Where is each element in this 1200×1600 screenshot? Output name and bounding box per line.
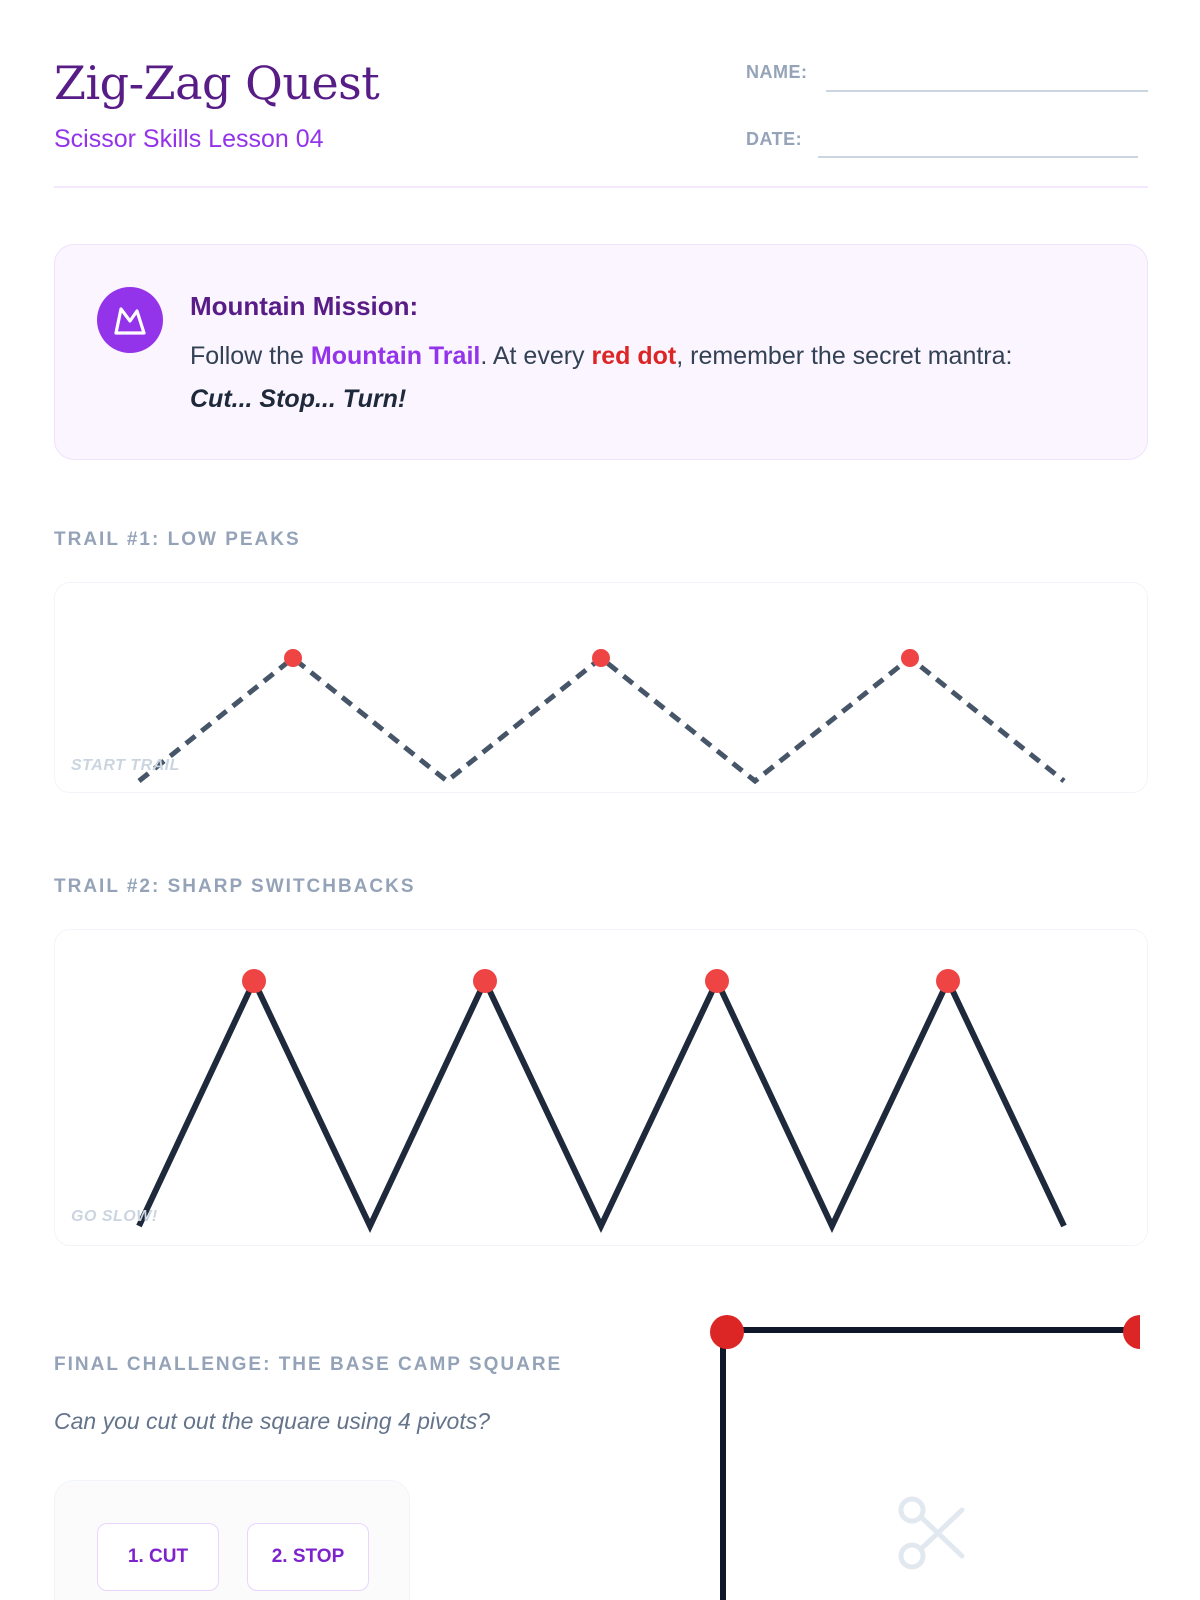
name-label: NAME: <box>746 62 808 82</box>
red-dot-highlight: red dot <box>591 342 677 370</box>
final-challenge-question: Can you cut out the square using 4 pivots? <box>54 1408 491 1434</box>
final-challenge-label: FINAL CHALLENGE: THE BASE CAMP SQUARE <box>54 1354 563 1375</box>
pivot-dot <box>242 969 266 993</box>
base-camp-square <box>700 1310 1140 1600</box>
mountain-trail-highlight: Mountain Trail <box>310 342 481 370</box>
trail-1-cut-line <box>139 658 1064 781</box>
pivot-dot <box>592 649 610 667</box>
step-stop-button[interactable]: 2. STOP <box>247 1523 369 1591</box>
date-field[interactable] <box>818 156 1138 158</box>
pivot-dot <box>1123 1315 1140 1349</box>
mantra-text: Cut... Stop... Turn! <box>190 385 407 413</box>
pivot-dot <box>284 649 302 667</box>
mission-heading: Mountain Mission: <box>190 291 419 321</box>
trail-2-cut-line <box>139 981 1064 1226</box>
pivot-dot <box>710 1315 744 1349</box>
steps-card <box>54 1480 410 1600</box>
mission-box <box>54 244 1148 460</box>
pivot-dot <box>901 649 919 667</box>
lesson-subtitle: Scissor Skills Lesson 04 <box>54 125 324 153</box>
pivot-dot <box>473 969 497 993</box>
date-label: DATE: <box>746 129 803 149</box>
pivot-dot <box>705 969 729 993</box>
trail-1-card <box>54 582 1148 793</box>
trail-2-card <box>54 929 1148 1246</box>
name-field[interactable] <box>826 90 1148 92</box>
step-cut-button[interactable]: 1. CUT <box>97 1523 219 1591</box>
trail-1-svg <box>55 583 1148 793</box>
trail-1-label: TRAIL #1: LOW PEAKS <box>54 529 301 550</box>
mission-instructions: Follow the Mountain Trail. At every red dot, remember the secret mantra: Cut... Stop... Turn! <box>190 342 1013 413</box>
trail-2-label: TRAIL #2: SHARP SWITCHBACKS <box>54 876 416 897</box>
scissors-icon <box>901 1499 962 1567</box>
worksheet-title: Zig-Zag Quest <box>54 56 380 110</box>
trail-2-svg <box>55 930 1148 1246</box>
trail-2-hint: GO SLOW! <box>71 1208 158 1225</box>
mountain-icon <box>97 287 163 353</box>
header-divider <box>54 186 1148 188</box>
pivot-dot <box>936 969 960 993</box>
trail-1-hint: START TRAIL <box>71 757 180 774</box>
